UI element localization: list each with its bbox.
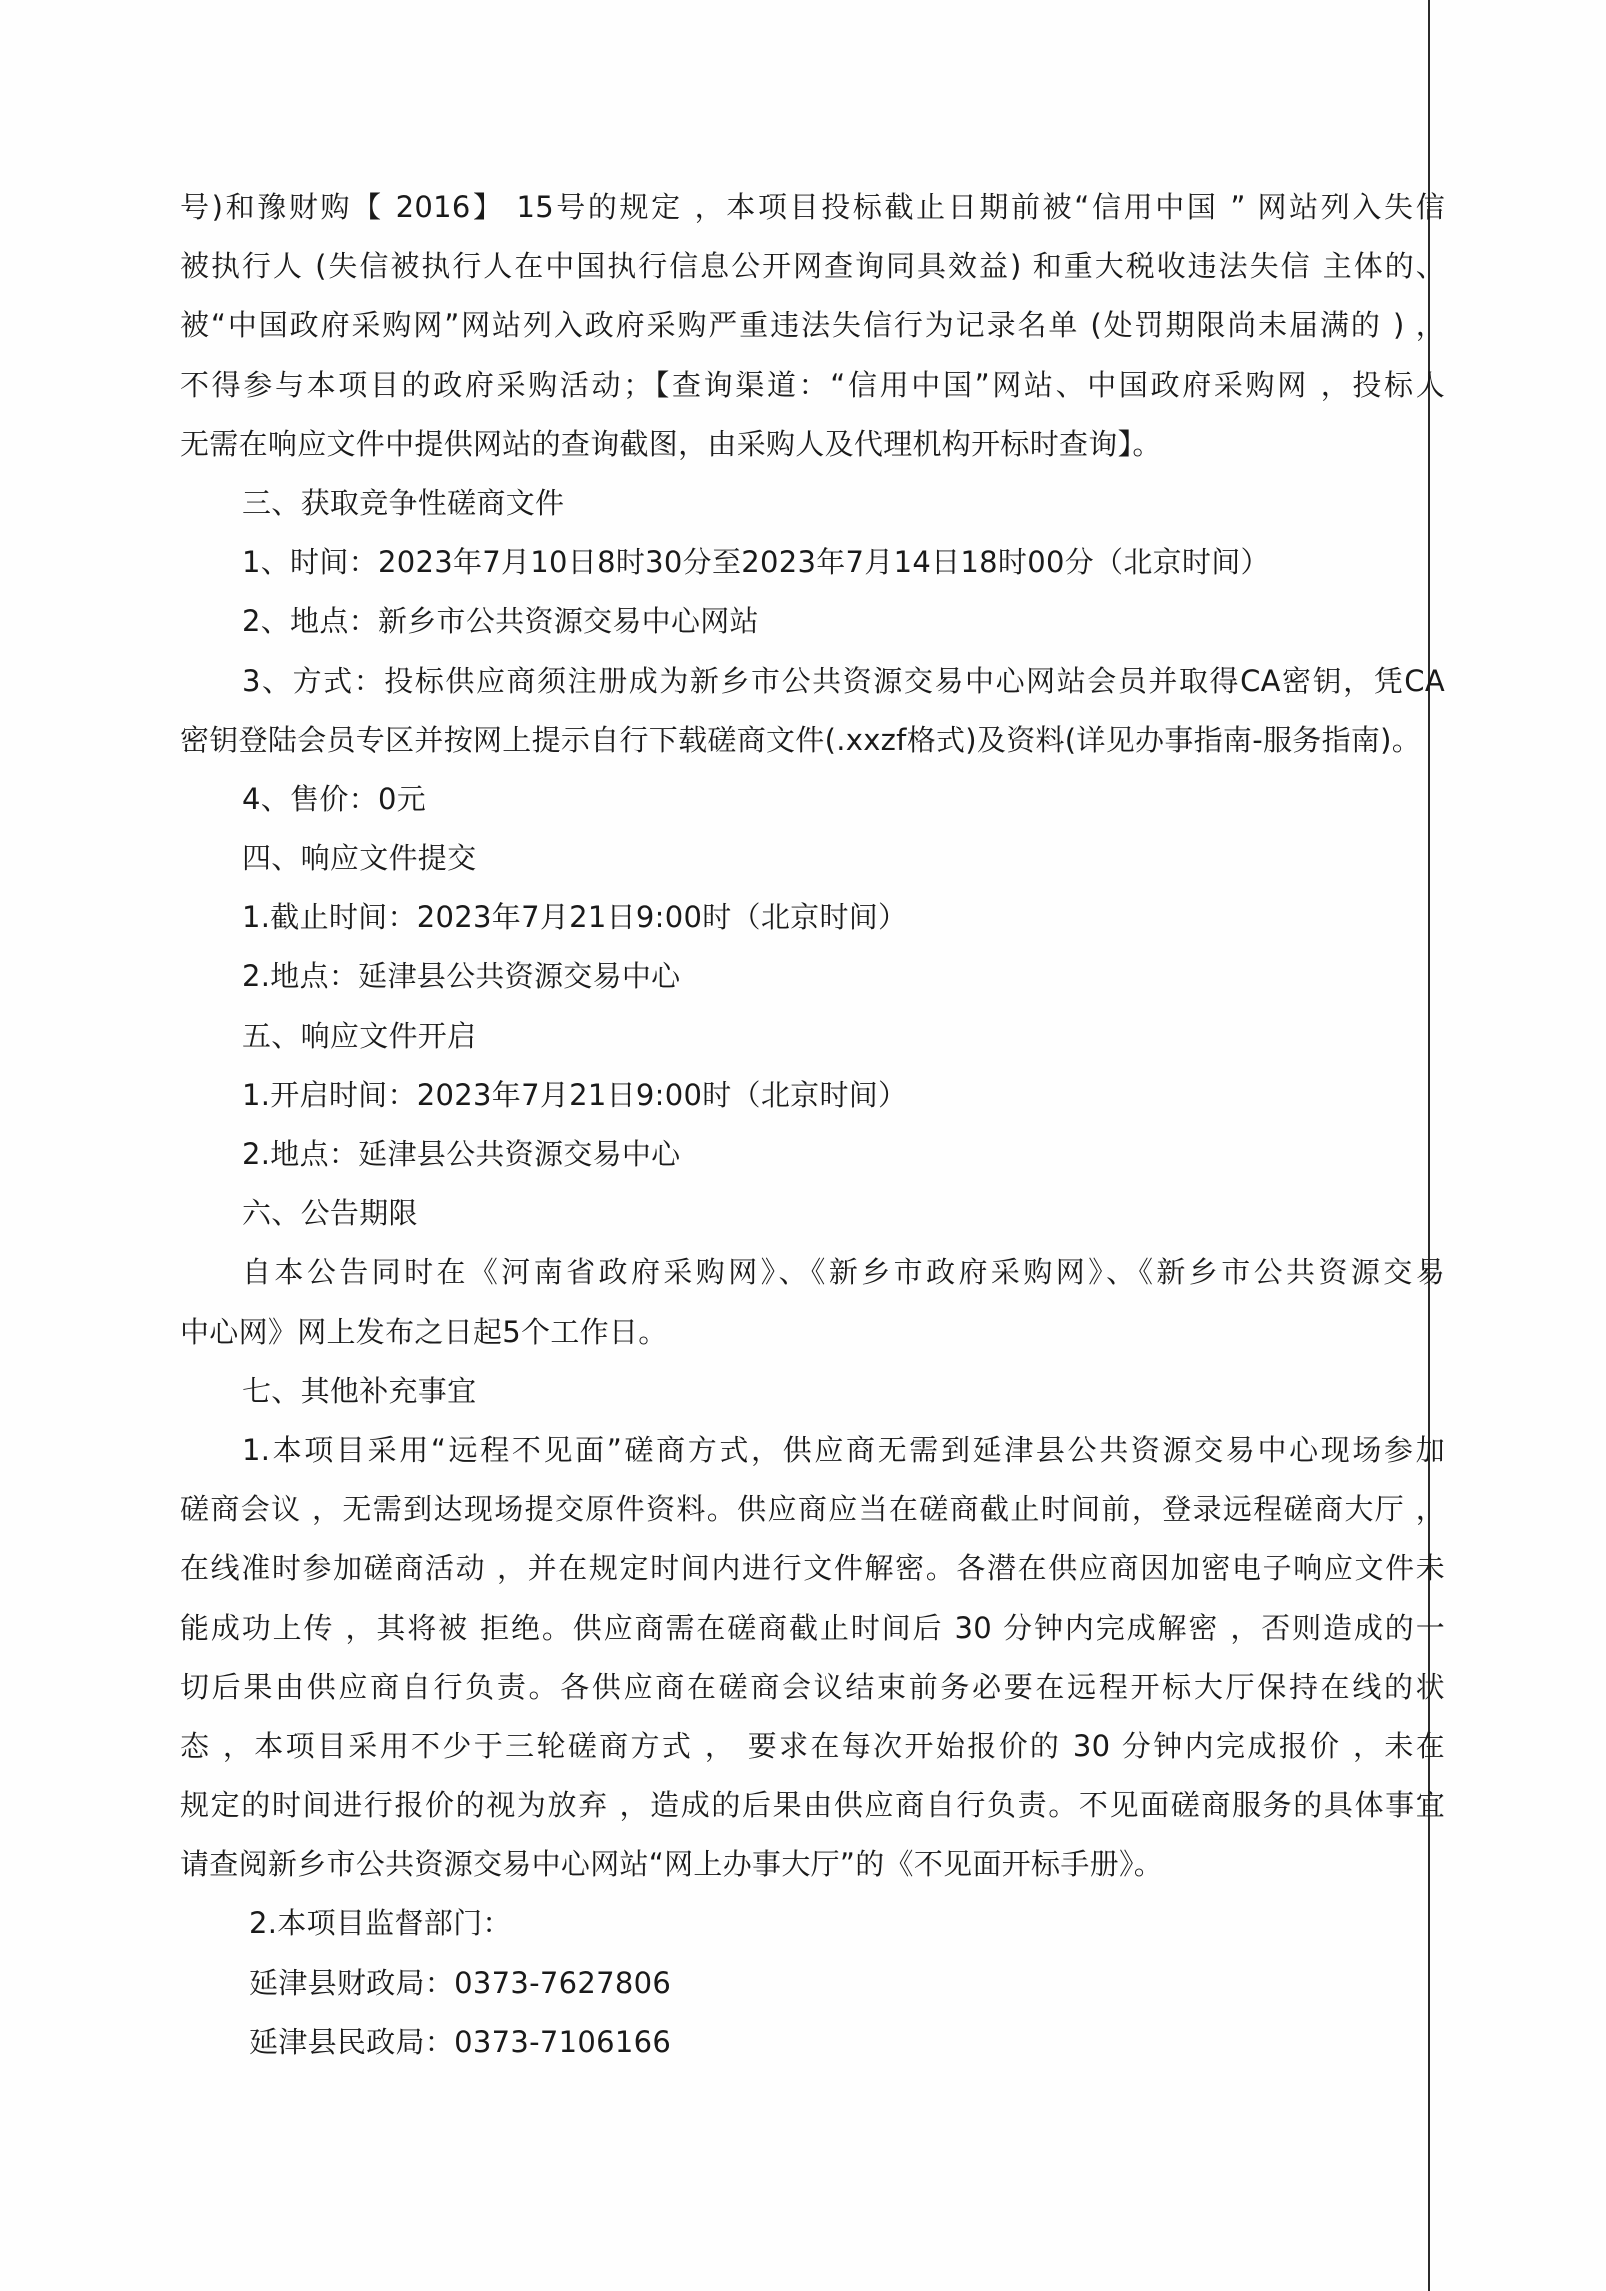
body-text-line: 被“中国政府采购网”网站列入政府采购严重违法失信行为记录名单 (处罚期限尚未届满的 ) ，: [180, 308, 1445, 343]
list-item: 4、售价：0元: [242, 781, 427, 816]
section-heading: 五、响应文件开启: [242, 1018, 477, 1053]
body-text-line: 态 ，本项目采用不少于三轮磋商方式 ， 要求在每次开始报价的 30 分钟内完成报价 ，未在: [180, 1728, 1445, 1763]
list-item: 3、方式：投标供应商须注册成为新乡市公共资源交易中心网站会员并取得CA密钥，凭CA: [242, 663, 1445, 698]
list-item: 2.地点：延津县公共资源交易中心: [242, 1137, 681, 1171]
list-item: 1.截止时间：2023年7月21日9:00时（北京时间）: [242, 900, 908, 935]
body-text-line: 不得参与本项目的政府采购活动；【查询渠道：“信用中国”网站、中国政府采购网 ，投标人: [180, 367, 1445, 402]
list-item: 2.本项目监督部门：: [249, 1906, 512, 1941]
section-heading: 四、响应文件提交: [242, 841, 477, 876]
list-item: 2、地点：新乡市公共资源交易中心网站: [242, 604, 759, 639]
body-text-line: 在线准时参加磋商活动 ，并在规定时间内进行文件解密。各潜在供应商因加密电子响应文件未: [180, 1551, 1445, 1586]
body-text-line: 被执行人 (失信被执行人在中国执行信息公开网查询同具效益) 和重大税收违法失信 主体的、: [180, 249, 1445, 284]
body-text-line: 中心网》网上发布之日起5个工作日。: [180, 1314, 668, 1349]
body-text-line: 磋商会议 ，无需到达现场提交原件资料。供应商应当在磋商截止时间前，登录远程磋商大厅 ，: [180, 1492, 1445, 1527]
body-text-line: 能成功上传 ，其将被 拒绝。供应商需在磋商截止时间后 30 分钟内完成解密 ，否则造成的一: [180, 1610, 1445, 1645]
body-text-line: 请查阅新乡市公共资源交易中心网站“网上办事大厅”的《不见面开标手册》。: [180, 1847, 1164, 1882]
body-text-line: 无需在响应文件中提供网站的查询截图，由采购人及代理机构开标时查询】。: [180, 426, 1162, 461]
contact-line: 延津县民政局：0373-7106166: [249, 2024, 672, 2059]
body-text-line: 号)和豫财购【 2016】 15号的规定 ，本项目投标截止日期前被“信用中国 ” 网站列入失信: [180, 190, 1445, 224]
list-item: 1、时间：2023年7月10日8时30分至2023年7月14日18时00分（北京时间）: [242, 545, 1270, 580]
section-heading: 七、其他补充事宜: [242, 1373, 477, 1408]
section-heading: 六、公告期限: [242, 1196, 418, 1231]
contact-line: 延津县财政局：0373-7627806: [249, 1965, 672, 2000]
list-item: 1.开启时间：2023年7月21日9:00时（北京时间）: [242, 1077, 908, 1112]
section-heading: 三、获取竞争性磋商文件: [242, 485, 565, 520]
body-text-line: 切后果由供应商自行负责。各供应商在磋商会议结束前务必要在远程开标大厅保持在线的状: [180, 1669, 1445, 1704]
list-item-continuation: 密钥登陆会员专区并按网上提示自行下载磋商文件(.xxzf格式)及资料(详见办事指南-服务指南)。: [180, 722, 1422, 757]
body-text-line: 自本公告同时在《河南省政府采购网》、《新乡市政府采购网》、《新乡市公共资源交易: [242, 1255, 1445, 1290]
body-text-line: 1.本项目采用“远程不见面”磋商方式，供应商无需到延津县公共资源交易中心现场参加: [242, 1432, 1445, 1467]
list-item: 2.地点：延津县公共资源交易中心: [242, 959, 681, 994]
body-text-line: 规定的时间进行报价的视为放弃 ，造成的后果由供应商自行负责。不见面磋商服务的具体事宜: [180, 1788, 1445, 1823]
document-body: [180, 178, 1445, 2072]
